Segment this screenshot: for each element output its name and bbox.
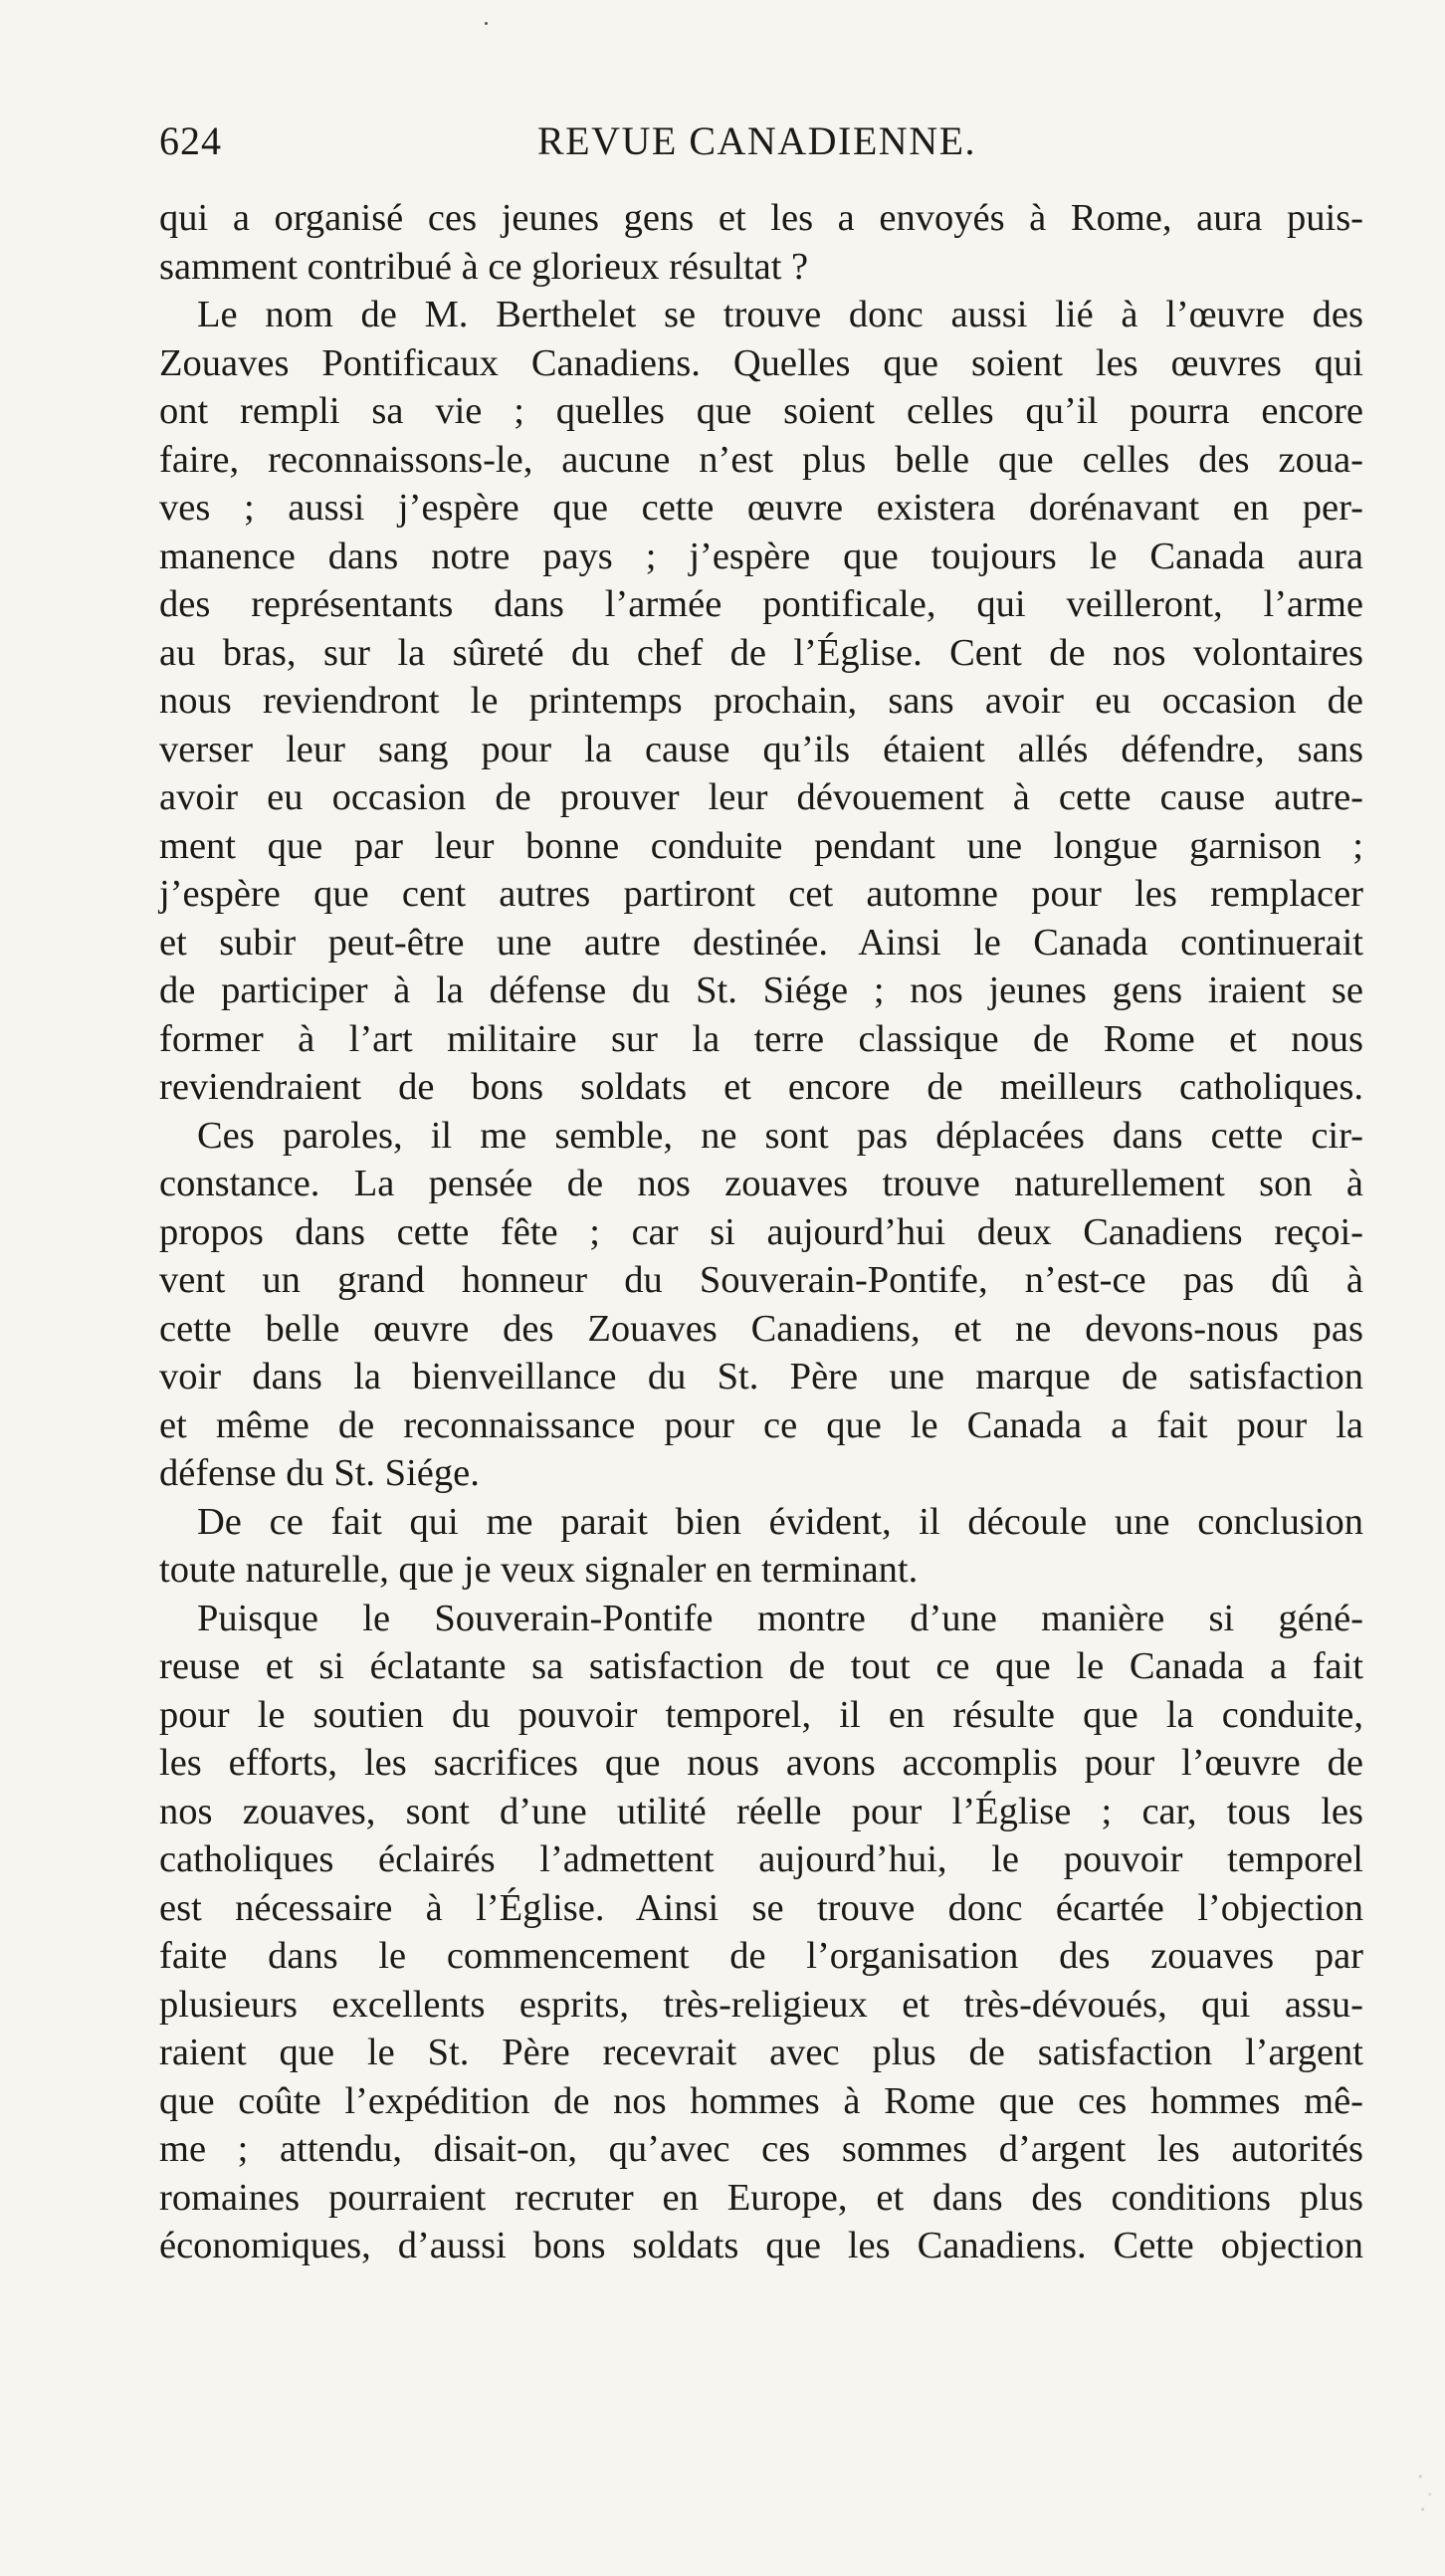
- text-line: nous reviendront le printemps prochain, sans avoir eu occasion de: [159, 680, 1363, 722]
- text-line: raient que le St. Père recevrait avec plus de satisfaction l’argent: [159, 2032, 1363, 2073]
- text-line: j’espère que cent autres partiront cet automne pour les remplacer: [159, 873, 1363, 915]
- text-line: au bras, sur la sûreté du chef de l’Église. Cent de nos volontaires: [159, 631, 1363, 674]
- text-line: est nécessaire à l’Église. Ainsi se trouve donc écartée l’objection: [159, 1886, 1363, 1929]
- text-line: ont rempli sa vie ; quelles que soient celles qu’il pourra encore: [159, 390, 1363, 432]
- text-line: faire, reconnaissons-le, aucune n’est plus belle que celles des zoua-: [159, 438, 1363, 481]
- top-dot-mark: [485, 22, 488, 25]
- running-title: REVUE CANADIENNE.: [537, 118, 977, 163]
- text-line: cette belle œuvre des Zouaves Canadiens, et ne devons-nous pas: [159, 1307, 1363, 1350]
- text-line: samment contribué à ce glorieux résultat ?: [159, 245, 809, 288]
- text-line: catholiques éclairés l’admettent aujourd’hui, le pouvoir temporel: [159, 1838, 1363, 1880]
- page-header: [159, 117, 1353, 177]
- text-line: plusieurs excellents esprits, très-religieux et très-dévoués, qui assu-: [159, 1983, 1363, 2026]
- text-line: constance. La pensée de nos zouaves trouve naturellement son à: [159, 1163, 1363, 1204]
- paper-speck-decoration: [1413, 2459, 1437, 2518]
- text-line: toute naturelle, que je veux signaler en terminant.: [159, 1549, 919, 1591]
- text-line: avoir eu occasion de prouver leur dévouement à cette cause autre-: [159, 776, 1363, 818]
- page-number: 624: [159, 118, 222, 163]
- text-line: économiques, d’aussi bons soldats que les Canadiens. Cette objection: [159, 2225, 1363, 2266]
- text-line: les efforts, les sacrifices que nous avons accomplis pour l’œuvre de: [159, 1742, 1363, 1784]
- text-line: ves ; aussi j’espère que cette œuvre existera dorénavant en per-: [159, 487, 1363, 529]
- text-line: voir dans la bienveillance du St. Père une marque de satisfaction: [159, 1356, 1363, 1397]
- text-line: ment que par leur bonne conduite pendant une longue garnison ;: [159, 824, 1363, 867]
- text-line: Le nom de M. Berthelet se trouve donc aussi lié à l’œuvre des: [197, 294, 1363, 335]
- text-line: reviendraient de bons soldats et encore de meilleurs catholiques.: [159, 1066, 1363, 1108]
- text-line: qui a organisé ces jeunes gens et les a envoyés à Rome, aura puis-: [159, 197, 1363, 239]
- text-line: vent un grand honneur du Souverain-Pontife, n’est-ce pas dû à: [159, 1259, 1363, 1301]
- text-line: que coûte l’expédition de nos hommes à Rome que ces hommes mê-: [159, 2079, 1363, 2122]
- text-line: De ce fait qui me parait bien évident, il découle une conclusion: [197, 1500, 1363, 1543]
- text-line: défense du St. Siége.: [159, 1452, 480, 1494]
- text-line: nos zouaves, sont d’une utilité réelle pour l’Église ; car, tous les: [159, 1790, 1363, 1832]
- text-line: de participer à la défense du St. Siége ; nos jeunes gens iraient se: [159, 969, 1363, 1011]
- text-line: faite dans le commencement de l’organisation des zouaves par: [159, 1935, 1363, 1977]
- text-line: et subir peut-être une autre destinée. Ainsi le Canada continuerait: [159, 921, 1363, 964]
- text-line: reuse et si éclatante sa satisfaction de tout ce que le Canada a fait: [159, 1645, 1363, 1687]
- text-line: Puisque le Souverain-Pontife montre d’une manière si géné-: [197, 1597, 1363, 1639]
- text-line: et même de reconnaissance pour ce que le Canada a fait pour la: [159, 1403, 1363, 1446]
- text-line: verser leur sang pour la cause qu’ils étaient allés défendre, sans: [159, 728, 1363, 770]
- text-line: pour le soutien du pouvoir temporel, il en résulte que la conduite,: [159, 1693, 1363, 1736]
- text-line: Ces paroles, il me semble, ne sont pas déplacées dans cette cir-: [197, 1114, 1363, 1157]
- text-line: romaines pourraient recruter en Europe, et dans des conditions plus: [159, 2176, 1363, 2219]
- text-line: des représentants dans l’armée pontificale, qui veilleront, l’arme: [159, 583, 1363, 625]
- text-line: manence dans notre pays ; j’espère que toujours le Canada aura: [159, 535, 1363, 577]
- text-line: Zouaves Pontificaux Canadiens. Quelles que soient les œuvres qui: [159, 341, 1363, 384]
- body-text: [159, 194, 1363, 2270]
- text-line: me ; attendu, disait-on, qu’avec ces sommes d’argent les autorités: [159, 2128, 1363, 2170]
- text-line: former à l’art militaire sur la terre classique de Rome et nous: [159, 1017, 1363, 1060]
- text-line: propos dans cette fête ; car si aujourd’hui deux Canadiens reçoi-: [159, 1210, 1363, 1253]
